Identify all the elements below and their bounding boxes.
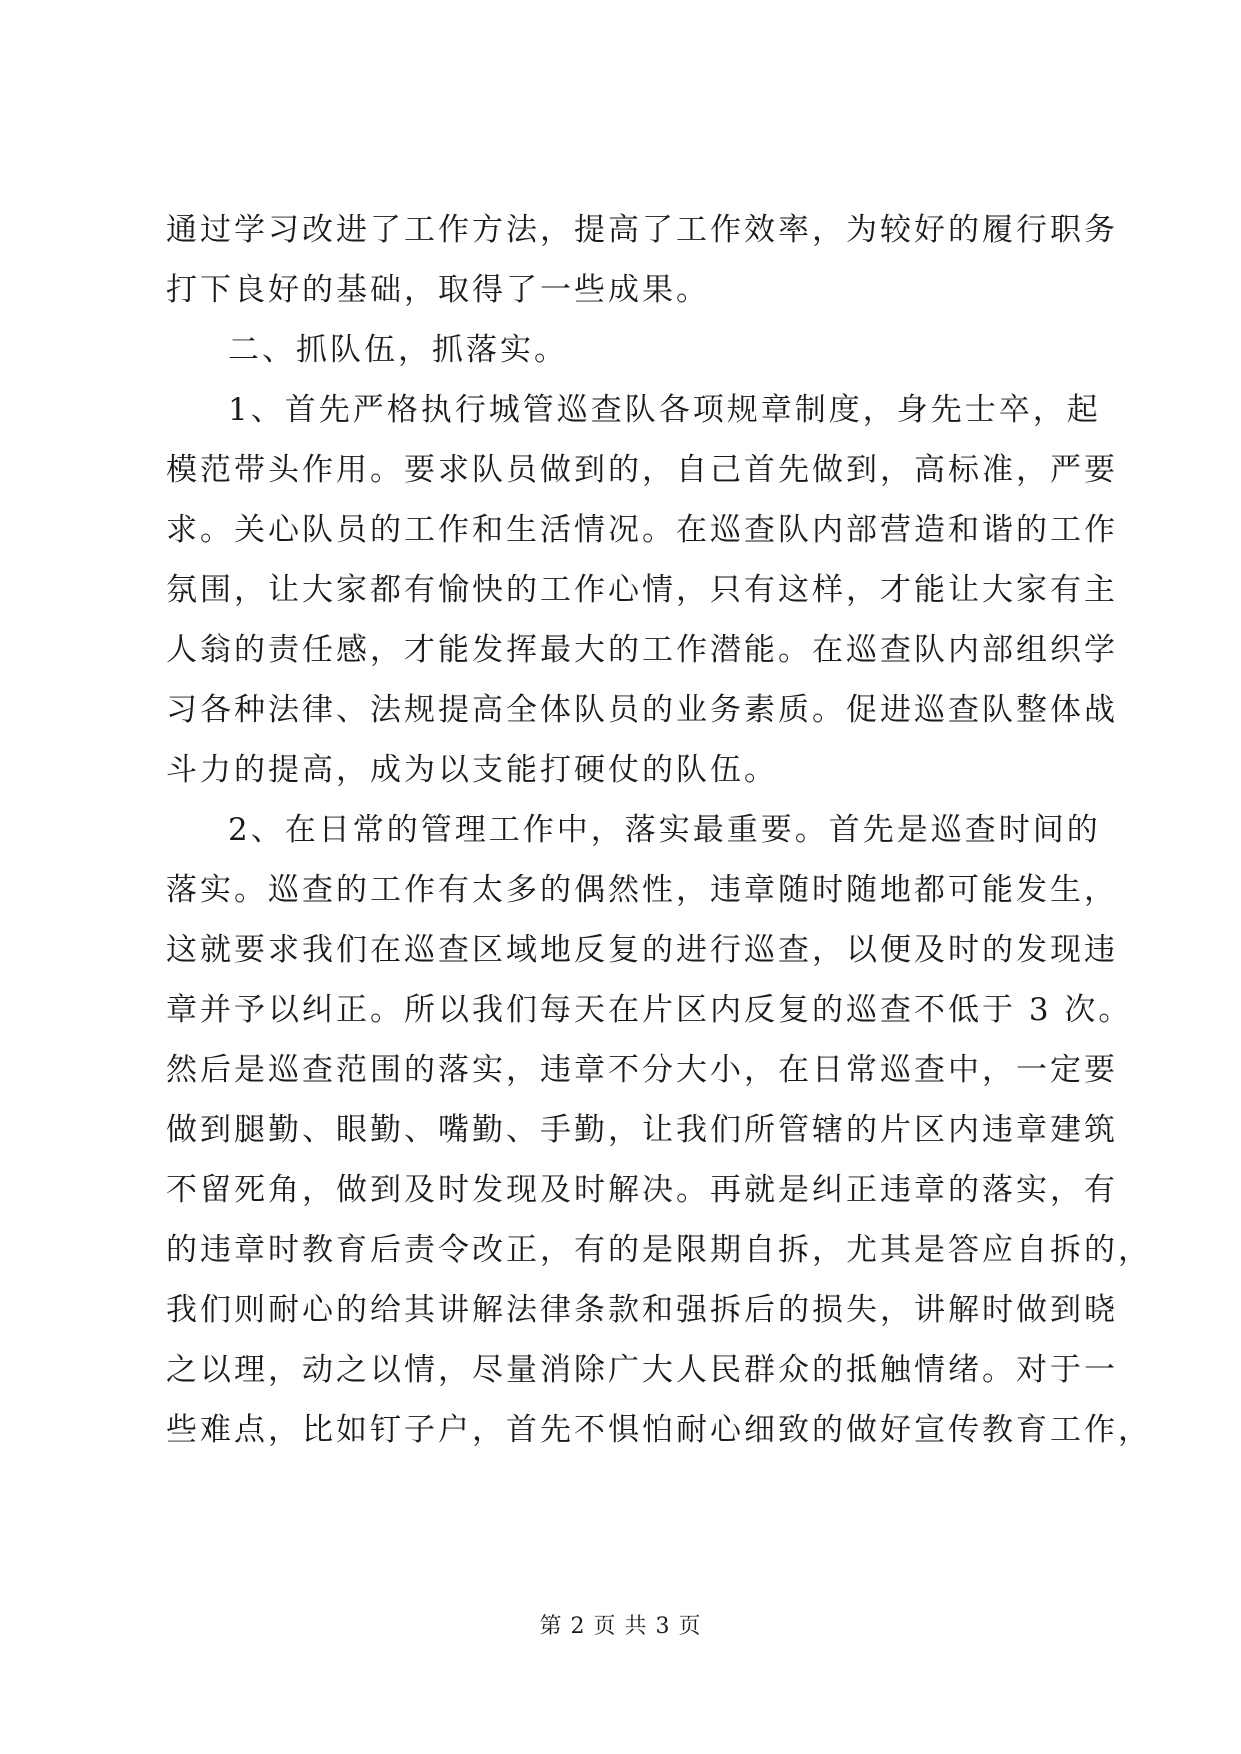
text-line: 这就要求我们在巡查区域地反复的进行巡查，以便及时的发现违 (166, 932, 1118, 968)
text-line: 做到腿勤、眼勤、嘴勤、手勤，让我们所管辖的片区内违章建筑 (166, 1112, 1118, 1148)
text-line: 通过学习改进了工作方法，提高了工作效率，为较好的履行职务 (166, 212, 1118, 248)
text-line: 氛围，让大家都有愉快的工作心情，只有这样，才能让大家有主 (166, 572, 1118, 608)
text-line: 不留死角，做到及时发现及时解决。再就是纠正违章的落实，有 (166, 1172, 1118, 1208)
text-line: 之以理，动之以情，尽量消除广大人民群众的抵触情绪。对于一 (166, 1352, 1118, 1388)
section-heading: 二、抓队伍，抓落实。 (228, 332, 568, 368)
text-line: 模范带头作用。要求队员做到的，自己首先做到，高标准，严要 (166, 452, 1118, 488)
text-line: 落实。巡查的工作有太多的偶然性，违章随时随地都可能发生， (166, 872, 1118, 908)
text-line: 斗力的提高，成为以支能打硬仗的队伍。 (166, 752, 778, 788)
text-line: 的违章时教育后责令改正，有的是限期自拆，尤其是答应自拆的， (166, 1232, 1152, 1268)
text-line: 然后是巡查范围的落实，违章不分大小，在日常巡查中，一定要 (166, 1052, 1118, 1088)
text-line: 些难点，比如钉子户，首先不惧怕耐心细致的做好宣传教育工作， (166, 1412, 1152, 1448)
text-line: 2、在日常的管理工作中，落实最重要。首先是巡查时间的 (228, 812, 1101, 848)
text-line: 打下良好的基础，取得了一些成果。 (166, 272, 710, 308)
text-line: 1、首先严格执行城管巡查队各项规章制度，身先士卒，起 (228, 392, 1101, 428)
page-number-footer: 第 2 页 共 3 页 (539, 1614, 702, 1639)
text-line: 习各种法律、法规提高全体队员的业务素质。促进巡查队整体战 (166, 692, 1118, 728)
text-line: 求。关心队员的工作和生活情况。在巡查队内部营造和谐的工作 (166, 512, 1118, 548)
text-line: 章并予以纠正。所以我们每天在片区内反复的巡查不低于 3 次。 (166, 992, 1133, 1028)
text-line: 我们则耐心的给其讲解法律条款和强拆后的损失，讲解时做到晓 (166, 1292, 1118, 1328)
text-line: 人翁的责任感，才能发挥最大的工作潜能。在巡查队内部组织学 (166, 632, 1118, 668)
